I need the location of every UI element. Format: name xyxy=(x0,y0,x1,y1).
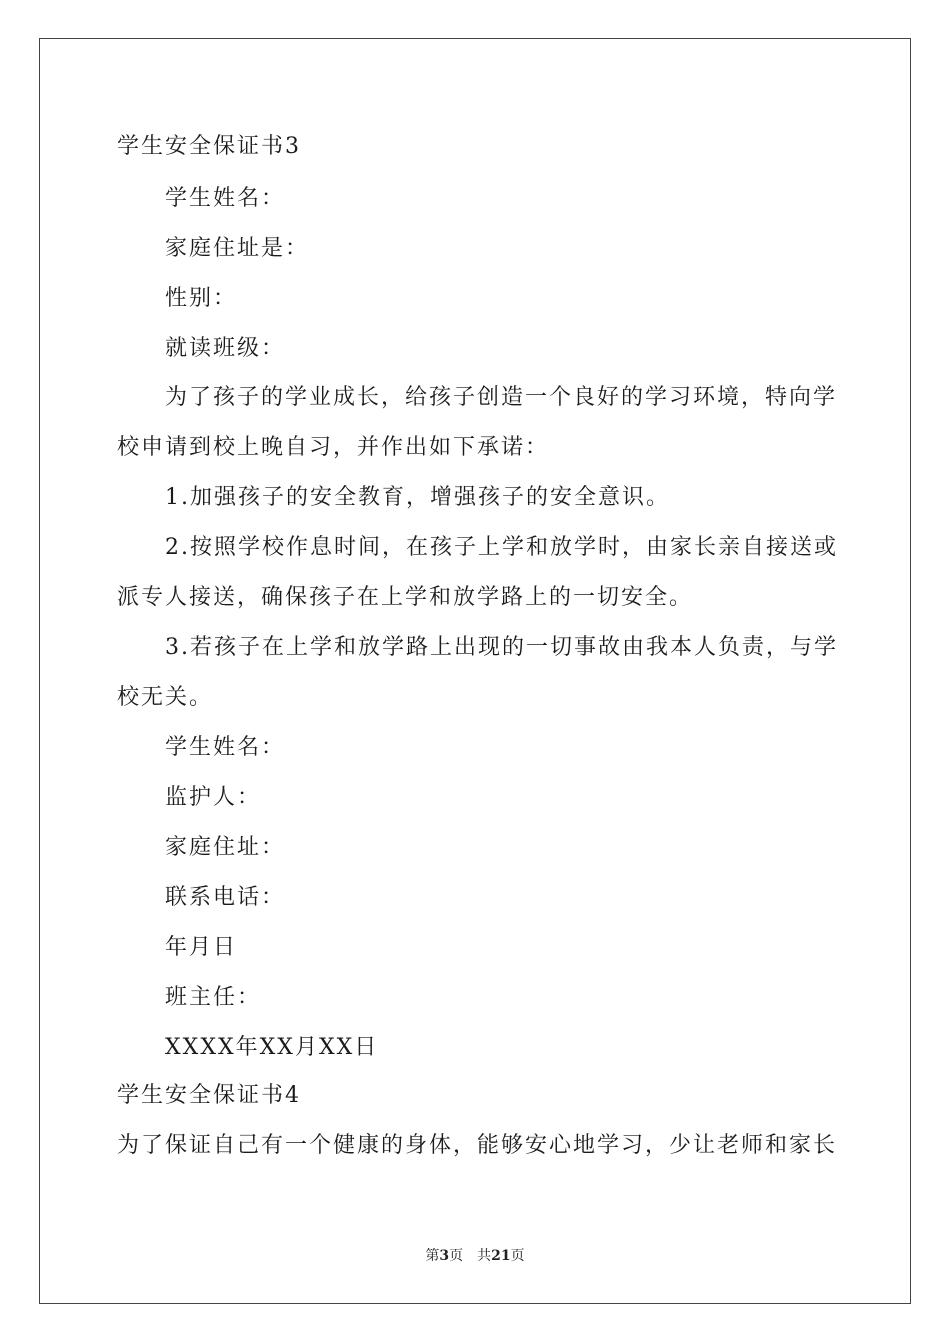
commitment-item-2-line-2: 派专人接送，确保孩子在上学和放学路上的一切安全。 xyxy=(117,585,694,610)
footer-page-prefix: 第 xyxy=(425,1248,440,1264)
footer-total-suffix: 页 xyxy=(510,1248,525,1264)
footer-page-total: 21 xyxy=(491,1248,511,1264)
signature-head-teacher: 班主任： xyxy=(165,985,262,1010)
signature-home-address: 家庭住址： xyxy=(165,835,286,860)
page-footer xyxy=(0,1246,950,1266)
commitment-item-1: 1.加强孩子的安全教育，增强孩子的安全意识。 xyxy=(165,485,670,510)
commitment-item-3-line-1: 3.若孩子在上学和放学路上出现的一切事故由我本人负责，与学 xyxy=(165,635,838,660)
signature-student-name: 学生姓名： xyxy=(165,735,286,760)
section-4-paragraph-line-1: 为了保证自己有一个健康的身体，能够安心地学习，少让老师和家长 xyxy=(117,1133,838,1158)
footer-total-prefix: 共 xyxy=(477,1248,492,1264)
field-gender: 性别： xyxy=(165,286,238,311)
commitment-item-2-line-1: 2.按照学校作息时间，在孩子上学和放学时，由家长亲自接送或 xyxy=(165,535,838,560)
commitment-item-3-line-2: 校无关。 xyxy=(117,685,214,710)
section-title-3: 学生安全保证书3 xyxy=(117,134,301,159)
page-border xyxy=(39,38,911,1304)
intro-paragraph-line-1: 为了孩子的学业成长，给孩子创造一个良好的学习环境，特向学 xyxy=(165,385,838,410)
field-class: 就读班级： xyxy=(165,336,286,361)
signature-date-placeholder: XXXX年XX月XX日 xyxy=(165,1035,379,1060)
signature-phone: 联系电话： xyxy=(165,885,286,910)
intro-paragraph-line-2: 校申请到校上晚自习，并作出如下承诺： xyxy=(117,435,550,460)
footer-page-current: 3 xyxy=(439,1248,450,1264)
signature-date: 年月日 xyxy=(165,935,238,960)
field-student-name: 学生姓名： xyxy=(165,186,286,211)
signature-guardian: 监护人： xyxy=(165,785,262,810)
field-home-address: 家庭住址是： xyxy=(165,236,310,261)
section-title-4: 学生安全保证书4 xyxy=(117,1083,301,1108)
footer-page-suffix: 页 xyxy=(449,1248,464,1264)
